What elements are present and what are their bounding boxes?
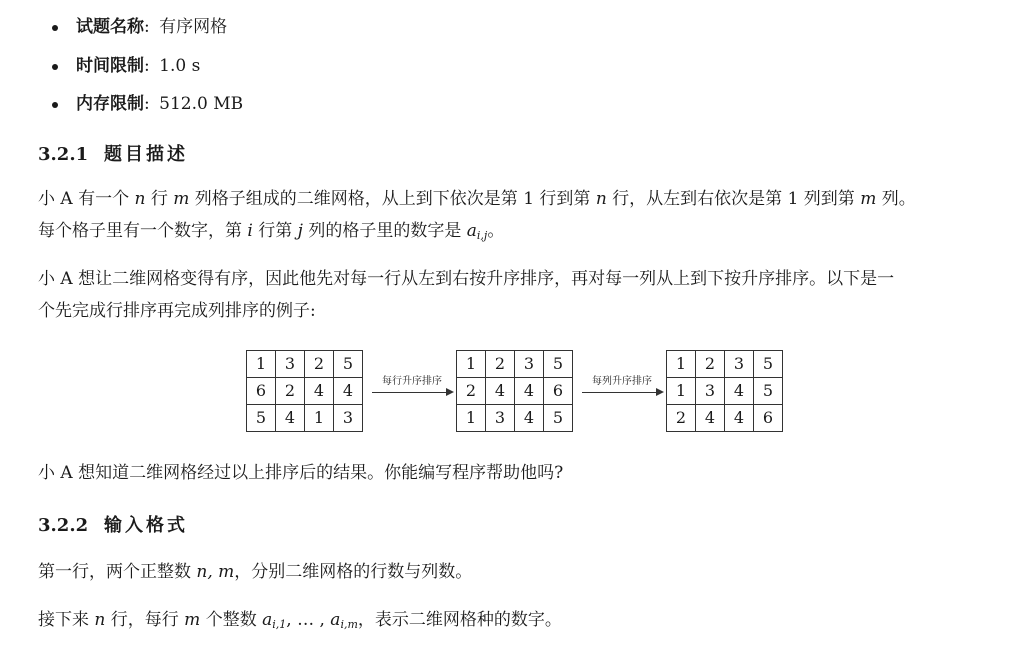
- text-line: [38, 215, 998, 252]
- meta-value: 有序网格: [159, 17, 228, 37]
- arrow-line: [372, 392, 446, 393]
- meta-label: 时间限制: [76, 55, 144, 76]
- arrow-label: 每列升序排序: [592, 376, 652, 387]
- math-var: m: [184, 610, 201, 630]
- arrow-row-sort: [370, 374, 454, 394]
- grid-cell: 3: [696, 378, 725, 405]
- text-line: [38, 556, 998, 588]
- grid-cell: 2: [486, 351, 515, 378]
- text: 行: [145, 189, 174, 209]
- grid-cell: 2: [305, 351, 334, 378]
- grid-cell: 3: [725, 351, 754, 378]
- grid-cell: 1: [457, 351, 486, 378]
- grid-cell: 2: [667, 405, 696, 432]
- text-line: 个先完成行排序再完成列排序的例子:: [38, 301, 316, 321]
- grid-cell: 4: [486, 378, 515, 405]
- grid-cell: 4: [515, 405, 544, 432]
- math-var: n: [134, 189, 146, 209]
- grid-row: [457, 405, 573, 432]
- text-line: [38, 183, 998, 215]
- grid-cell: 2: [276, 378, 305, 405]
- grid-cell: 6: [544, 378, 573, 405]
- bullet-icon: [52, 64, 58, 70]
- math-var: a: [262, 610, 273, 630]
- meta-value: 1.0 s: [159, 55, 201, 76]
- grid-cell: 4: [334, 378, 363, 405]
- meta-value: 512.0 MB: [159, 94, 244, 114]
- meta-separator: :: [144, 17, 150, 37]
- grid-cell: 1: [457, 405, 486, 432]
- grid-cell: 4: [305, 378, 334, 405]
- grid-row: [457, 378, 573, 405]
- grid-row: [247, 378, 363, 405]
- section-number: 3.2.2: [38, 515, 89, 536]
- grid-cell: 4: [696, 405, 725, 432]
- math-var: m: [860, 189, 877, 209]
- input-paragraph-1: [38, 556, 998, 588]
- problem-meta-list: [38, 8, 243, 124]
- grid-row: [457, 351, 573, 378]
- text: 列。: [876, 189, 916, 209]
- text: 小 A 有一个: [38, 189, 135, 209]
- meta-label: 试题名称: [76, 17, 144, 37]
- grid-cell: 5: [334, 351, 363, 378]
- grid-cell: 2: [457, 378, 486, 405]
- section-title: 题目描述: [104, 144, 188, 165]
- arrow-right-icon: [656, 388, 664, 396]
- math-var: n: [595, 189, 607, 209]
- grid-row: [667, 405, 783, 432]
- text: ，表示二维网格种的数字。: [357, 610, 562, 630]
- grid-cell: 3: [515, 351, 544, 378]
- arrow-label: 每行升序排序: [382, 376, 442, 387]
- grid-original: [246, 350, 363, 432]
- grid-cell: 3: [334, 405, 363, 432]
- grid-cell: 3: [276, 351, 305, 378]
- description-paragraph-3: [38, 457, 998, 489]
- grid-row: [247, 351, 363, 378]
- meta-item-title: [38, 8, 243, 47]
- arrow-right-icon: [446, 388, 454, 396]
- text: 第一行，两个正整数: [38, 562, 197, 582]
- grid-cell: 5: [544, 351, 573, 378]
- text: 每个格子里有一个数字，第: [38, 221, 248, 241]
- math-var: i: [247, 221, 253, 241]
- text: 行，每行: [105, 610, 185, 630]
- description-paragraph-1: [38, 183, 998, 252]
- grid-cell: 2: [696, 351, 725, 378]
- arrow-line: [582, 392, 656, 393]
- section-heading-input: [38, 511, 188, 537]
- text-line: [38, 604, 998, 641]
- grid-cell: 6: [754, 405, 783, 432]
- meta-separator: :: [144, 94, 150, 114]
- math-subscript: i,1: [272, 618, 287, 631]
- grid-cell: 4: [515, 378, 544, 405]
- text: 。: [487, 221, 505, 241]
- text: 个整数: [200, 610, 263, 630]
- grid-row: [667, 378, 783, 405]
- math-subscript: i,j: [476, 229, 488, 242]
- grid-column-sorted: [666, 350, 783, 432]
- grid-cell: 5: [544, 405, 573, 432]
- description-paragraph-2: [38, 263, 998, 327]
- math-var: m: [173, 189, 190, 209]
- math-var: n: [94, 610, 106, 630]
- grid-cell: 4: [276, 405, 305, 432]
- grid-row: [247, 405, 363, 432]
- meta-item-memory-limit: [38, 85, 243, 124]
- text-line: 小 A 想知道二维网格经过以上排序后的结果。你能编写程序帮助他吗?: [38, 463, 564, 483]
- section-number: 3.2.1: [38, 144, 89, 165]
- arrow-column-sort: [580, 374, 664, 394]
- input-paragraph-2: [38, 604, 998, 641]
- text-line: 小 A 想让二维网格变得有序，因此他先对每一行从左到右按升序排序，再对每一列从上到下按升序排序。以下是一: [38, 269, 895, 289]
- math-subscript: i,m: [340, 618, 358, 631]
- meta-label: 内存限制: [76, 94, 144, 114]
- grid-cell: 1: [667, 351, 696, 378]
- text: 行第: [252, 221, 298, 241]
- text: , … ,: [286, 610, 331, 630]
- grid-cell: 3: [486, 405, 515, 432]
- math-var: a: [466, 221, 477, 241]
- grid-cell: 1: [305, 405, 334, 432]
- grid-row: [667, 351, 783, 378]
- grid-cell: 4: [725, 405, 754, 432]
- grid-cell: 5: [754, 351, 783, 378]
- grid-cell: 1: [667, 378, 696, 405]
- text: 接下来: [38, 610, 95, 630]
- bullet-icon: [52, 102, 58, 108]
- meta-separator: :: [144, 55, 150, 76]
- grid-row-sorted: [456, 350, 573, 432]
- text: 行，从左到右依次是第 1 列到第: [606, 189, 861, 209]
- grid-cell: 4: [725, 378, 754, 405]
- math-var: n, m: [196, 562, 235, 582]
- text: 列的格子里的数字是: [302, 221, 467, 241]
- math-var: j: [297, 221, 303, 241]
- math-var: a: [330, 610, 341, 630]
- grid-cell: 5: [754, 378, 783, 405]
- sorting-example-diagram: [246, 350, 791, 436]
- section-title: 输入格式: [104, 515, 188, 536]
- section-heading-description: [38, 140, 188, 166]
- text: ，分别二维网格的行数与列数。: [234, 562, 473, 582]
- bullet-icon: [52, 25, 58, 31]
- grid-cell: 1: [247, 351, 276, 378]
- grid-cell: 6: [247, 378, 276, 405]
- grid-cell: 5: [247, 405, 276, 432]
- meta-item-time-limit: [38, 47, 243, 86]
- text: 列格子组成的二维网格，从上到下依次是第 1 行到第: [189, 189, 596, 209]
